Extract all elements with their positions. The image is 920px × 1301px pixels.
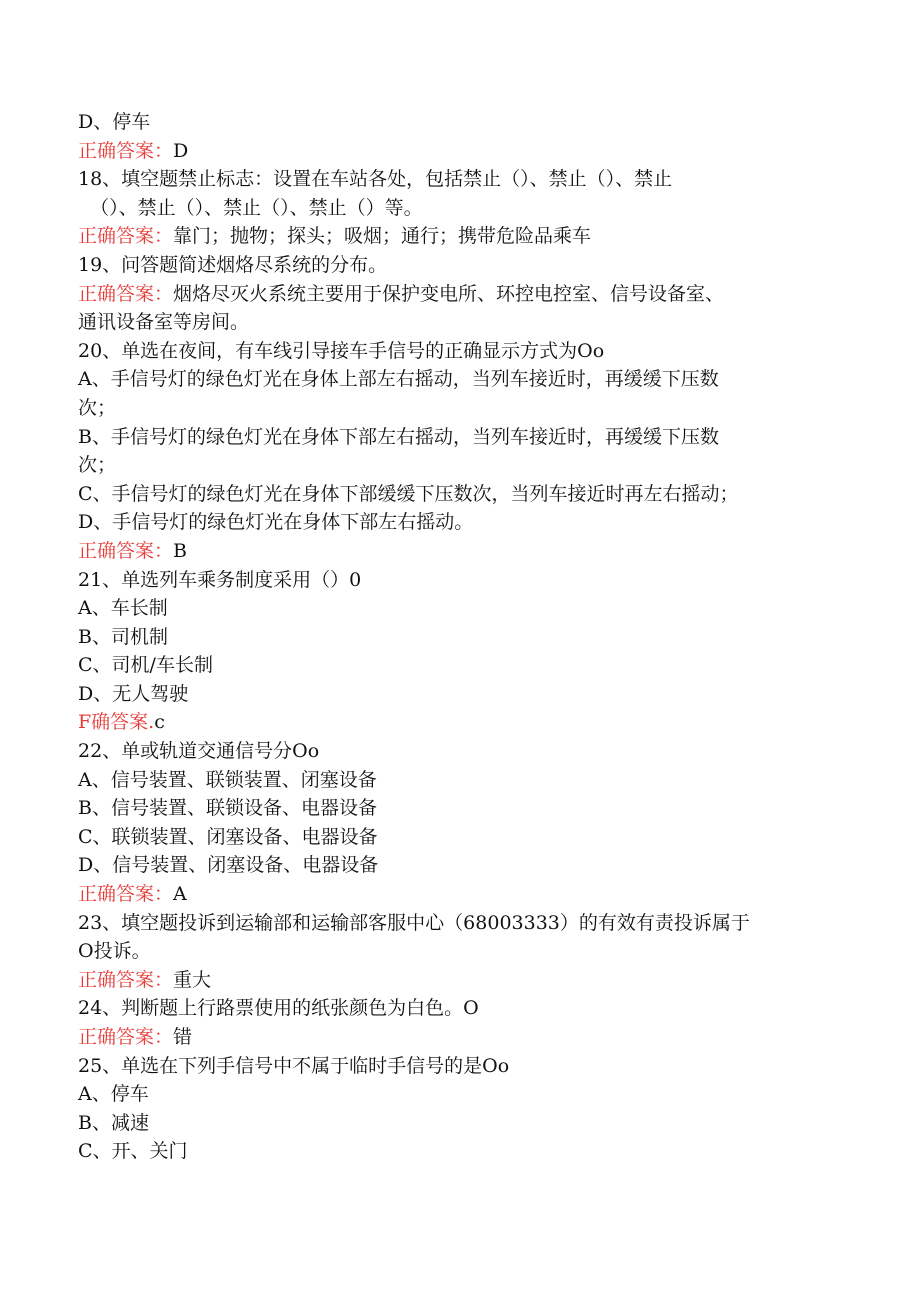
answer-line [78, 280, 838, 309]
answer-line [78, 222, 838, 251]
text-line: 18、填空题禁止标志：设置在车站各处，包括禁止（）、禁止（）、禁止 [78, 168, 673, 191]
answer-value: c [154, 711, 165, 734]
answer-line [78, 708, 838, 737]
text-line: （）、禁止（）、禁止（）、禁止（）等。 [78, 196, 423, 219]
answer-value: 靠门；抛物；探头；吸烟；通行；携带危险品乘车 [173, 225, 592, 248]
answer-label: 正确答案： [78, 139, 174, 162]
text-line: 次； [78, 396, 117, 419]
text-line: C、联锁装置、闭塞设备、电器设备 [78, 825, 378, 848]
answer-label: F确答案. [78, 711, 155, 734]
text-line: O投诉。 [78, 940, 151, 963]
text-line: B、信号装置、联锁设备、电器设备 [78, 797, 377, 820]
text-line: 次； [78, 454, 117, 477]
answer-value: 烟烙尽灭火系统主要用于保护变电所、环控电控室、信号设备室、 [173, 282, 725, 305]
answer-label: 正确答案： [78, 282, 174, 305]
text-line: D、手信号灯的绿色灯光在身体下部左右摇动。 [78, 511, 474, 534]
text-line: 19、问答题简述烟烙尽系统的分布。 [78, 253, 388, 276]
text-line: C、手信号灯的绿色灯光在身体下部缓缓下压数次，当列车接近时再左右摇动； [78, 482, 739, 505]
answer-line [78, 537, 838, 566]
answer-value: D [173, 139, 189, 162]
answer-value: 错 [173, 1026, 193, 1048]
answer-label: 正确答案： [78, 968, 174, 991]
text-line: D、无人驾驶 [78, 682, 189, 705]
text-line: A、停车 [78, 1083, 149, 1106]
text-line: A、信号装置、联锁装置、闭塞设备 [78, 768, 377, 791]
text-line: D、信号装置、闭塞设备、电器设备 [78, 854, 379, 877]
text-line: D、停车 [78, 111, 151, 133]
text-line: C、开、关门 [78, 1140, 188, 1163]
text-line: A、手信号灯的绿色灯光在身体上部左右摇动，当列车接近时，再缓缓下压数 [78, 368, 719, 391]
answer-label: 正确答案： [78, 539, 174, 562]
answer-value: 重大 [173, 968, 212, 991]
text-line: C、司机/车长制 [78, 654, 213, 677]
answer-line [78, 966, 838, 995]
answer-line [78, 137, 838, 166]
answer-label: 正确答案： [78, 225, 174, 248]
answer-label: 正确答案： [78, 883, 174, 906]
answer-value: B [173, 539, 187, 562]
text-line: A、车长制 [78, 597, 168, 620]
text-line: 24、判断题上行路票使用的纸张颜色为白色。O [78, 997, 479, 1020]
text-line: B、手信号灯的绿色灯光在身体下部左右摇动，当列车接近时，再缓缓下压数 [78, 425, 719, 448]
text-line: 20、单选在夜间，有车线引导接车手信号的正确显示方式为Oo [78, 339, 605, 362]
text-line: 通讯设备室等房间。 [78, 311, 250, 334]
text-line: 23、填空题投诉到运输部和运输部客服中心（68003333）的有效有责投诉属于 [78, 911, 750, 934]
answer-line [78, 880, 838, 909]
text-line: B、减速 [78, 1111, 149, 1134]
text-line: B、司机制 [78, 625, 168, 648]
text-line: 25、单选在下列手信号中不属于临时手信号的是Oo [78, 1054, 510, 1077]
answer-line [78, 1023, 838, 1052]
text-line: 22、单或轨道交通信号分Oo [78, 740, 320, 763]
text-line: 21、单选列车乘务制度采用（）0 [78, 568, 362, 591]
document-page [78, 108, 838, 1166]
answer-value: A [173, 883, 187, 906]
answer-label: 正确答案： [78, 1026, 174, 1048]
